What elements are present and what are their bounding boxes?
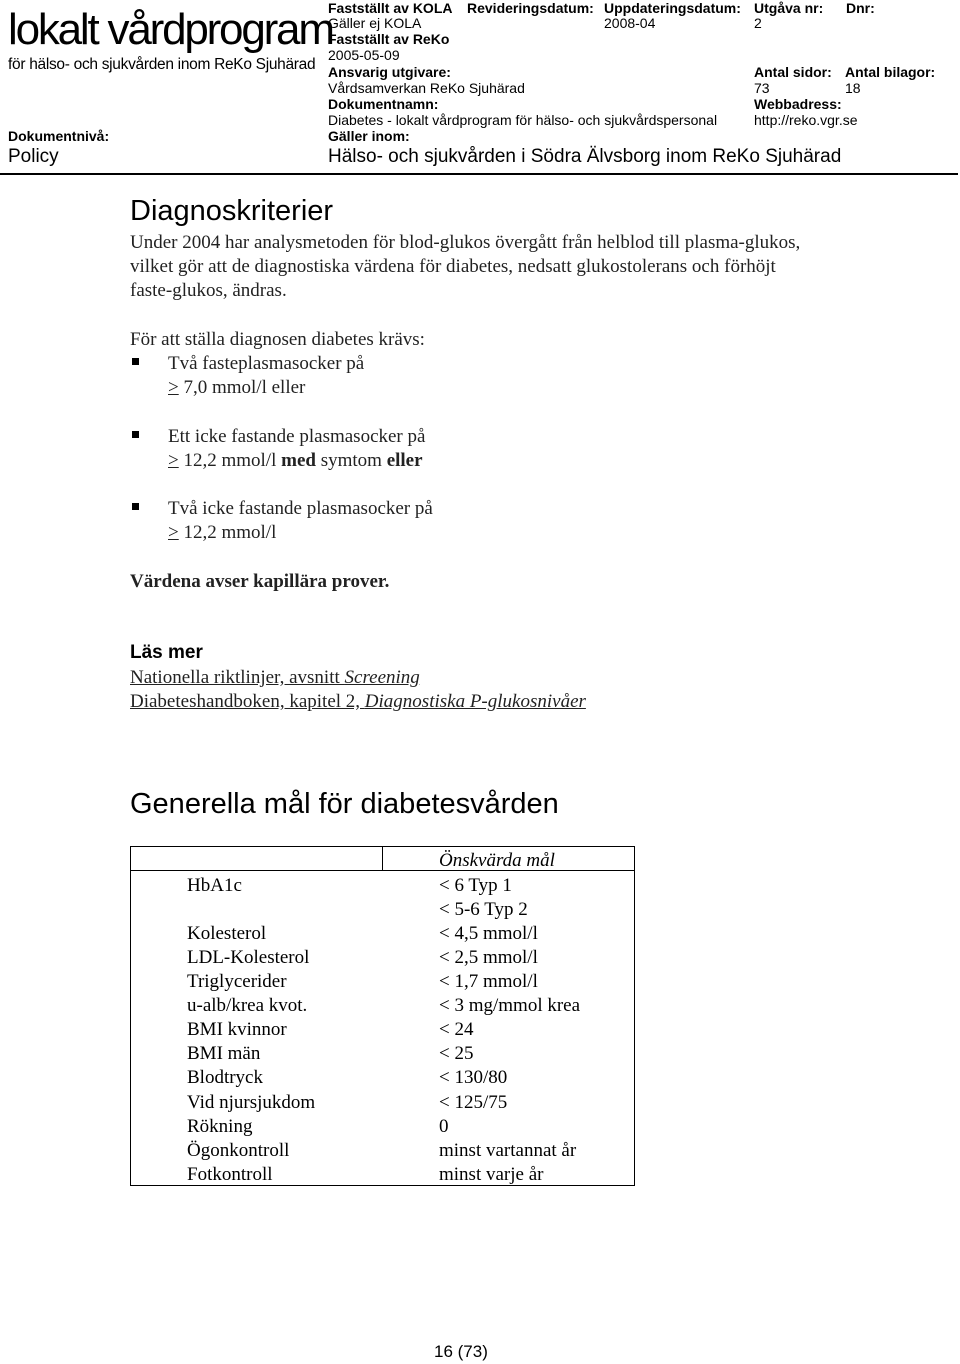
row-label: Vid njursjukdom: [187, 1092, 316, 1113]
las-mer-heading: Läs mer: [130, 642, 203, 663]
row-label: Ögonkontroll: [187, 1140, 290, 1161]
row-label: Triglycerider: [187, 971, 287, 992]
row-value: minst vartannat år: [439, 1140, 577, 1161]
row-value: < 24: [439, 1019, 474, 1040]
header-divider: [0, 173, 958, 175]
intro-line-1: Under 2004 har analysmetoden för blod-glukos övergått från helblod till plasma-glukos,: [130, 232, 801, 253]
row-label: Kolesterol: [187, 923, 267, 944]
fastallt-kola-label: Fastställt av KOLA: [328, 0, 453, 16]
row-value: < 125/75: [439, 1092, 508, 1113]
webbadress-label: Webbadress:: [754, 96, 842, 112]
intro-line-3: faste-glukos, ändras.: [130, 280, 287, 301]
bullet-icon: [132, 503, 139, 510]
row-value: < 25: [439, 1043, 474, 1064]
revidering-label: Revideringsdatum:: [467, 0, 594, 16]
fastallt-reko-value: 2005-05-09: [328, 47, 400, 63]
mal-table: [130, 846, 635, 1186]
row-value: < 1,7 mmol/l: [439, 971, 538, 992]
uppdatering-value: 2008-04: [604, 15, 656, 31]
utgava-label: Utgåva nr:: [754, 0, 824, 16]
fastallt-reko-label: Fastställt av ReKo: [328, 31, 450, 47]
logo-title: lokalt vårdprogram: [8, 5, 333, 54]
row-value: < 130/80: [439, 1067, 508, 1088]
antal-sidor-value: 73: [754, 80, 770, 96]
page-number: 16 (73): [434, 1342, 488, 1361]
dokumentniva-value: Policy: [8, 146, 59, 167]
row-value: < 6 Typ 1: [439, 875, 512, 896]
diagnos-heading: Diagnoskriterier: [130, 195, 334, 227]
logo-subtitle: för hälso- och sjukvården inom ReKo Sjuhärad: [8, 56, 316, 73]
dokumentnamn-label: Dokumentnamn:: [328, 96, 439, 112]
bullet-2-line-1: Ett icke fastande plasmasocker på: [168, 426, 426, 447]
diagnos-note: Värdena avser kapillära prover.: [130, 571, 390, 592]
dnr-label: Dnr:: [846, 0, 875, 16]
row-label: BMI kvinnor: [187, 1019, 287, 1040]
row-value: 0: [439, 1116, 449, 1137]
utgava-value: 2: [754, 15, 762, 31]
mal-heading: Generella mål för diabetesvården: [130, 788, 559, 820]
row-value: minst varje år: [439, 1164, 544, 1185]
row-label: u-alb/krea kvot.: [187, 995, 308, 1016]
link-nationella-riktlinjer[interactable]: Nationella riktlinjer, avsnitt Screening: [130, 667, 420, 688]
galler-label: Gäller inom:: [328, 128, 410, 144]
webbadress-value[interactable]: http://reko.vgr.se: [754, 112, 858, 128]
bullet-1-line-2: > 7,0 mmol/l eller: [168, 377, 306, 398]
row-value: < 4,5 mmol/l: [439, 923, 538, 944]
galler-value: Hälso- och sjukvården i Södra Älvsborg inom ReKo Sjuhärad: [328, 146, 842, 167]
bullet-icon: [132, 431, 139, 438]
antal-bilagor-label: Antal bilagor:: [845, 64, 936, 80]
row-label: Blodtryck: [187, 1067, 263, 1088]
link-diabeteshandboken[interactable]: Diabeteshandboken, kapitel 2, Diagnostiska P-glukosnivåer: [130, 691, 586, 712]
table-divider: [131, 870, 634, 871]
antal-sidor-label: Antal sidor:: [754, 64, 832, 80]
row-label: Rökning: [187, 1116, 253, 1137]
uppdatering-label: Uppdateringsdatum:: [604, 0, 741, 16]
row-label: Fotkontroll: [187, 1164, 273, 1185]
row-value: < 5-6 Typ 2: [439, 899, 528, 920]
antal-bilagor-value: 18: [845, 80, 861, 96]
fastallt-kola-value: Gäller ej KOLA: [328, 15, 422, 31]
table-col-header: Önskvärda mål: [439, 850, 555, 871]
ansvarig-value: Vårdsamverkan ReKo Sjuhärad: [328, 80, 525, 96]
bullet-2-line-2: > 12,2 mmol/l med symtom eller: [168, 450, 423, 471]
dokumentniva-label: Dokumentnivå:: [8, 128, 110, 144]
table-divider: [382, 847, 383, 870]
intro-line-2: vilket gör att de diagnostiska värdena för diabetes, nedsatt glukostolerans och förhöjt: [130, 256, 776, 277]
bullet-3-line-2: > 12,2 mmol/l: [168, 522, 277, 543]
row-label: LDL-Kolesterol: [187, 947, 310, 968]
diagnos-lead: För att ställa diagnosen diabetes krävs:: [130, 329, 425, 350]
row-label: BMI män: [187, 1043, 261, 1064]
dokumentnamn-value: Diabetes - lokalt vårdprogram för hälso- och sjukvårdspersonal: [328, 112, 718, 128]
bullet-3-line-1: Två icke fastande plasmasocker på: [168, 498, 433, 519]
ansvarig-label: Ansvarig utgivare:: [328, 64, 451, 80]
row-value: < 2,5 mmol/l: [439, 947, 538, 968]
row-value: < 3 mg/mmol krea: [439, 995, 581, 1016]
row-label: HbA1c: [187, 875, 242, 896]
bullet-icon: [132, 358, 139, 365]
bullet-1-line-1: Två fasteplasmasocker på: [168, 353, 365, 374]
